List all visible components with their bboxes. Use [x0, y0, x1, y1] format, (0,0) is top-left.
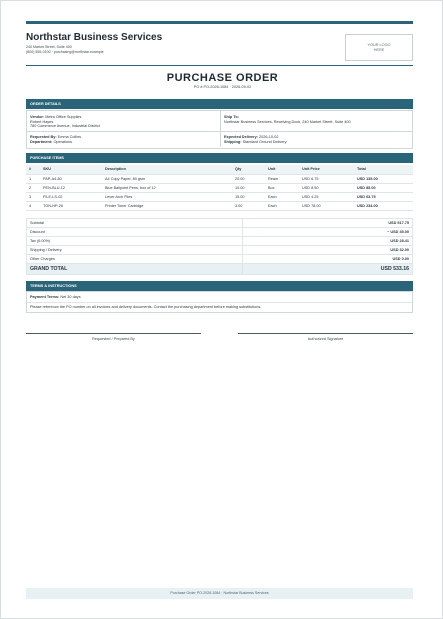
summary-row: [27, 237, 413, 246]
row-qty: 10.00: [232, 183, 265, 192]
row-unit: Each: [265, 192, 299, 201]
row-sku: PAP-A4-80: [40, 174, 102, 183]
items-table: [26, 165, 413, 211]
row-sku: TON-HP-26: [40, 201, 102, 210]
header-divider: [26, 65, 413, 66]
company-name: Northstar Business Services: [26, 32, 163, 43]
payment-terms: [30, 295, 408, 300]
prepared-by-label: Requested / Prepared By: [92, 337, 135, 341]
row-sku: FILE-LS-02: [40, 192, 102, 201]
row-unit: Box: [265, 183, 299, 192]
department-value: Operations: [53, 139, 73, 144]
col-header-number: #: [26, 165, 40, 174]
company-contact: (800) 555-0100 · purchasing@northstar.example: [26, 50, 104, 54]
row-unit-price: USD 4.25: [299, 192, 354, 201]
logo-text-line-1: YOUR LOGO: [367, 43, 391, 47]
shipping-value: Standard Ground Delivery: [242, 139, 287, 144]
terms-note: Please reference the PO number on all invoices and delivery documents. Contact the purchasing department before making substitutions.: [30, 305, 262, 309]
row-description: A4 Copy Paper, 80 gsm: [102, 174, 232, 183]
terms-divider: [27, 302, 412, 303]
row-total: USD 234.00: [354, 201, 413, 210]
row-unit: Ream: [265, 174, 299, 183]
summary-value: USD 32.00: [243, 246, 413, 255]
row-description: Blue Ballpoint Pens, box of 12: [102, 183, 232, 192]
col-header-unit-price: Unit Price: [299, 165, 354, 174]
col-header-sku: SKU: [40, 165, 102, 174]
vendor-block: [30, 115, 215, 129]
vendor-contact: Robert Hayes: [30, 119, 54, 124]
table-row: [26, 183, 413, 192]
expected-delivery-value: 2026-10-02: [259, 135, 279, 139]
ship-to-value: Northstar Business Services, Receiving Dock, 240 Market Street, Suite 400: [224, 119, 351, 124]
row-total: USD 63.75: [354, 192, 413, 201]
row-qty: 3.00: [232, 201, 265, 210]
row-unit-price: USD 6.75: [299, 174, 354, 183]
vendor-ship-divider: [220, 111, 221, 131]
col-header-description: Description: [102, 165, 232, 174]
row-number: 1: [26, 174, 40, 183]
row-number: 2: [26, 183, 40, 192]
payment-terms-label: Payment Terms:: [30, 295, 60, 299]
terms-band: TERMS & INSTRUCTIONS: [26, 281, 413, 291]
row-sku: PEN-BLU-12: [40, 183, 102, 192]
grand-total-value: USD 533.16: [243, 264, 413, 275]
request-delivery-divider: [220, 132, 221, 147]
logo-text-line-2: HERE: [373, 48, 385, 52]
page-footer: Purchase Order PO-2026-1084 · Northstar Business Services: [26, 588, 413, 599]
vendor-address: 780 Commerce Avenue, Industrial District: [30, 124, 100, 129]
purchase-items-band: PURCHASE ITEMS: [26, 153, 413, 163]
summary-table: [26, 218, 413, 275]
ship-to-block: [224, 115, 409, 124]
payment-terms-value: Net 30 days: [60, 295, 81, 299]
company-address-block: [26, 45, 104, 55]
top-accent-bar: [26, 21, 413, 24]
row-description: Lever Arch Files: [102, 192, 232, 201]
summary-value: USD 28.41: [243, 237, 413, 246]
authorized-signature-line: [238, 333, 413, 334]
row-unit: Each: [265, 201, 299, 210]
request-delivery-box: [26, 132, 413, 149]
grand-total-label: GRAND TOTAL: [27, 264, 243, 275]
summary-value: − USD 45.00: [243, 228, 413, 237]
vendor-value: Metro Office Supplies: [45, 115, 82, 119]
summary-row: [27, 255, 413, 264]
col-header-unit: Unit: [265, 165, 299, 174]
delivery-block: [224, 135, 409, 144]
summary-row: [27, 219, 413, 228]
table-row: [26, 192, 413, 201]
requested-by-label: Requested By:: [30, 135, 57, 139]
logo-placeholder: [345, 34, 413, 61]
row-total: USD 85.00: [354, 183, 413, 192]
row-description: Printer Toner Cartridge: [102, 201, 232, 210]
prepared-by-signature-line: [26, 333, 201, 334]
authorized-signature-label: Authorized Signature: [307, 337, 344, 341]
company-address: 240 Market Street, Suite 400: [26, 45, 72, 49]
summary-label: Other Charges: [27, 255, 243, 264]
row-unit-price: USD 8.50: [299, 183, 354, 192]
table-row: [26, 174, 413, 183]
row-number: 3: [26, 192, 40, 201]
summary-value: USD 517.75: [243, 219, 413, 228]
ship-to-label: Ship To:: [224, 115, 239, 119]
shipping-label: Shipping:: [224, 139, 242, 144]
department-label: Department:: [30, 139, 53, 144]
grand-total-row: [27, 264, 413, 275]
document-subtitle: PO # PO-2026-1084 · 2026-09-02: [193, 85, 252, 89]
row-total: USD 135.00: [354, 174, 413, 183]
summary-row: [27, 228, 413, 237]
summary-row: [27, 246, 413, 255]
row-number: 4: [26, 201, 40, 210]
vendor-label: Vendor:: [30, 115, 45, 119]
row-qty: 15.00: [232, 192, 265, 201]
requested-block: [30, 135, 215, 144]
col-header-qty: Qty: [232, 165, 265, 174]
summary-label: Shipping / Delivery: [27, 246, 243, 255]
summary-label: Subtotal: [27, 219, 243, 228]
document-title: PURCHASE ORDER: [166, 72, 279, 84]
requested-by-value: Emma Collins: [57, 135, 82, 139]
row-unit-price: USD 78.00: [299, 201, 354, 210]
table-row: [26, 201, 413, 210]
row-qty: 20.00: [232, 174, 265, 183]
col-header-total: Total: [354, 165, 413, 174]
summary-label: Discount: [27, 228, 243, 237]
vendor-ship-box: [26, 110, 413, 132]
expected-delivery-label: Expected Delivery:: [224, 135, 258, 139]
terms-box: [26, 291, 413, 313]
order-details-band: ORDER DETAILS: [26, 99, 413, 109]
summary-label: Tax (6.00%): [27, 237, 243, 246]
items-header-row: [26, 165, 413, 174]
summary-value: USD 0.00: [243, 255, 413, 264]
